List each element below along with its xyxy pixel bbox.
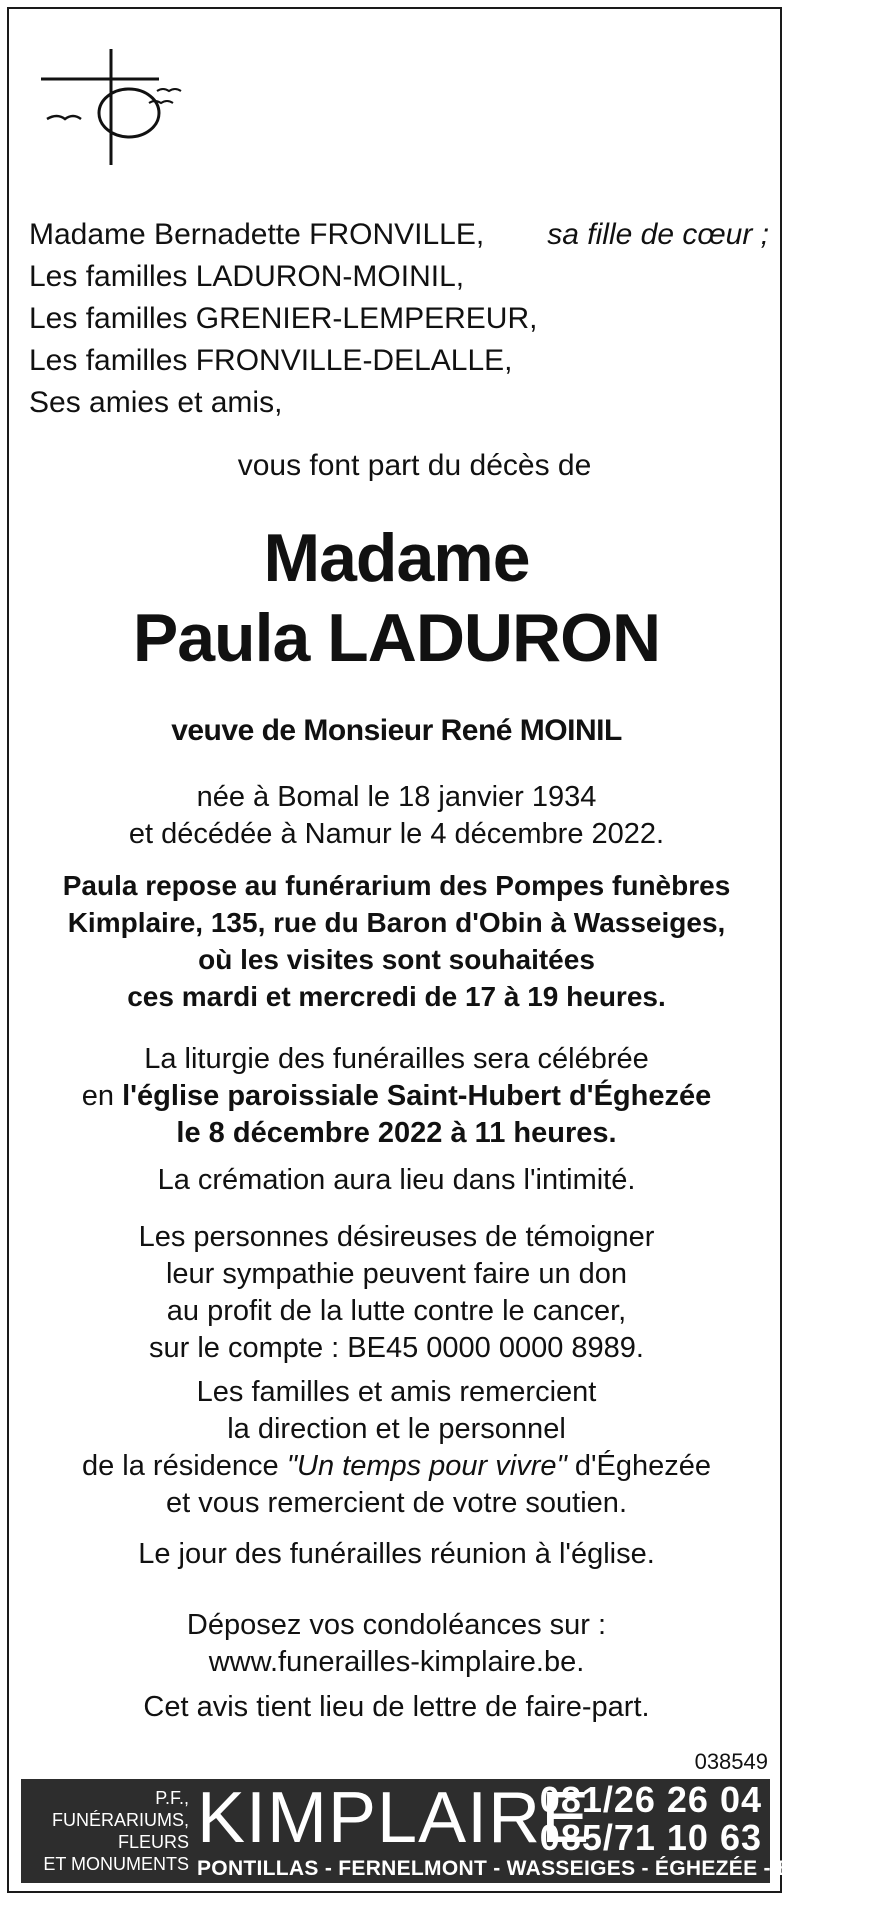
cremation-line: La crémation aura lieu dans l'intimité. [157,1164,636,1196]
donation-line-2: leur sympathie peuvent faire un don [165,1258,628,1290]
faire-part-line: Cet avis tient lieu de lettre de faire-part. [143,1691,650,1723]
birth-death-dates [9,779,784,853]
service-item: FLEURS [117,1832,189,1852]
death-notice [7,7,890,1893]
phone-1: 081/26 26 04 [539,1779,762,1820]
condolences-url: www.funerailles-kimplaire.be. [208,1646,585,1678]
services-list [29,1787,189,1875]
church-name: l'église paroissiale Saint-Hubert d'Éghezée [122,1080,712,1112]
widow-line: veuve de Monsieur René MOINIL [171,714,622,747]
rest-line-3: où les visites sont souhaitées [198,944,595,975]
phone-2: 085/71 10 63 [539,1817,762,1858]
liturgy-prefix: en [81,1080,123,1112]
deceased-title: Madame [263,520,530,596]
thanks-line-2: la direction et le personnel [227,1413,566,1445]
rest-line-4: ces mardi et mercredi de 17 à 19 heures. [127,981,666,1012]
thanks-suffix: d'Éghezée [566,1450,712,1482]
birth-line: née à Bomal le 18 janvier 1934 [196,781,597,813]
donation-line-1: Les personnes désireuses de témoigner [138,1221,655,1253]
cross-emblem-icon [39,47,184,167]
liturgy-line-1: La liturgie des funérailles sera célébrée [144,1043,649,1075]
reference-number: 038549 [694,1749,768,1774]
family-line-3: Les familles GRENIER-LEMPEREUR, [29,302,538,335]
service-item: FUNÉRARIUMS, [51,1810,189,1830]
rest-line-1: Paula repose au funérarium des Pompes funèbres [62,870,731,901]
liturgy-line-2 [9,1078,784,1115]
thanks-line-3 [9,1448,784,1485]
residence-name: "Un temps pour vivre" [286,1450,567,1482]
donation-info [9,1219,784,1367]
announcement-intro: vous font part du décès de [237,449,592,482]
service-item: P.F., [155,1788,189,1808]
family-line-5: Ses amies et amis, [29,386,283,419]
brand-name: KIMPLAIRE [197,1778,591,1858]
thanks-prefix: de la résidence [81,1450,287,1482]
condolences-line: Déposez vos condoléances sur : [186,1609,607,1641]
family-line-2: Les familles LADURON-MOINIL, [29,260,465,293]
service-item: ET MONUMENTS [43,1854,189,1874]
family-line-4: Les familles FRONVILLE-DELALLE, [29,344,513,377]
phone-numbers [540,1781,762,1857]
funeral-home-banner [21,1778,890,1883]
family-line-1 [29,214,769,256]
reunion-line: Le jour des funérailles réunion à l'église. [138,1538,655,1570]
condolences-info [9,1607,784,1681]
towns-list: PONTILLAS - FERNELMONT - WASSEIGES - ÉGHEZÉE - BURDINNE [197,1857,890,1880]
family-list [29,214,769,424]
donation-line-3: au profit de la lutte contre le cancer, [166,1295,627,1327]
liturgy-info [9,1041,784,1152]
thanks-line-1: Les familles et amis remercient [196,1376,597,1408]
death-line: et décédée à Namur le 4 décembre 2022. [128,818,665,850]
funerarium-info [9,867,784,1015]
deceased-name: Paula LADURON [132,600,661,676]
thanks-info [9,1374,784,1522]
family-line-1-text: Madame Bernadette FRONVILLE, [29,218,485,251]
thanks-line-4: et vous remercient de votre soutien. [165,1487,627,1519]
donation-line-4: sur le compte : BE45 0000 0000 8989. [149,1332,644,1364]
rest-line-2: Kimplaire, 135, rue du Baron d'Obin à Wasseiges, [67,907,726,938]
relationship-note: sa fille de cœur ; [547,218,769,251]
liturgy-date: le 8 décembre 2022 à 11 heures. [176,1117,617,1149]
